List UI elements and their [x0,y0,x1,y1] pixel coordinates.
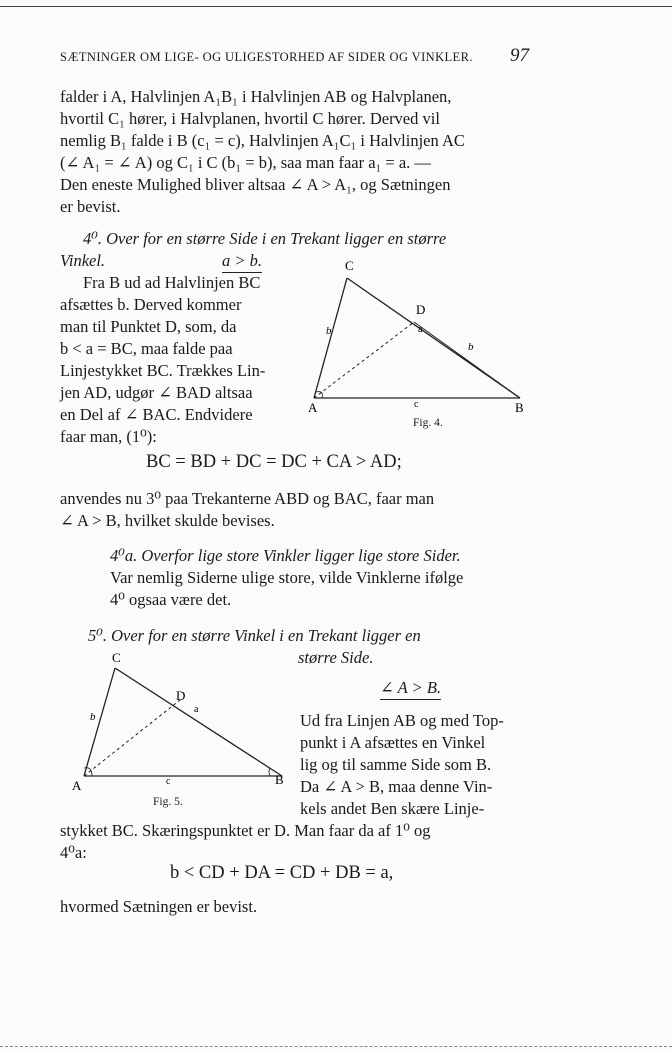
theorem4-after-line-1: anvendes nu 3⁰ paa Trekanterne ABD og BAC, faar man [60,489,435,508]
intro-line-6: er bevist. [60,197,121,216]
fig4-label-c: C [345,258,354,273]
intro-line-1: falder i A, Halvlinjen A₁B₁ i Halvlinjen AB og Halvplanen, [60,87,452,106]
page-number: 97 [510,45,529,66]
theorem5-proof-line-4: Da ∠ A > B, maa denne Vin- [300,777,493,796]
theorem5-full-line-1: stykket BC. Skæringspunktet er D. Man faar da af 1⁰ og [60,821,431,840]
theorem4-equation: BC = BD + DC = DC + CA > AD; [146,452,402,472]
figure-5 [70,648,290,798]
top-rule [0,6,672,7]
theorem4-heading: 4⁰. Over for en større Side i en Trekant ligger en større [83,229,447,248]
theorem4-proof-line-4: b < a = BC, maa falde paa [60,339,233,358]
fig5-label-side-b: b [90,711,96,723]
theorem4-proof-line-6: jen AD, udgør ∠ BAD altsaa [60,383,253,402]
fig5-label-side-a: a [194,704,199,715]
theorem5-conclusion: hvormed Sætningen er bevist. [60,897,258,916]
fig4-angle-a-arc [316,392,322,398]
theorem4-proof-line-2: afsættes b. Derved kommer [60,295,242,314]
theorem4-heading-cont: Vinkel. [60,251,106,270]
theorem5-hypothesis: ∠ A > B. [380,677,441,700]
theorem5-proof-line-5: kels andet Ben skære Linje- [300,799,485,818]
theorem4a-line-2: Var nemlig Siderne ulige store, vilde Vinklerne ifølge [110,568,464,587]
theorem4a-line-3: 4⁰ ogsaa være det. [110,590,232,609]
fig4-label-a: A [308,400,318,415]
theorem4-proof-line-3: man til Punktet D, som, da [60,317,237,336]
theorem5-proof-line-2: punkt i A afsættes en Vinkel [300,733,486,752]
fig4-label-side-b-right: b [468,341,474,353]
theorem4a-line-1: 4⁰a. Overfor lige store Vinkler ligger lige store Sider. [110,546,461,565]
bottom-edge-rule [0,1046,672,1047]
fig4-label-d: D [416,302,426,317]
fig5-side-ca [84,668,115,776]
theorem5-heading-cont: større Side. [298,648,374,667]
fig5-segment-ad [84,700,180,776]
fig5-label-side-c: c [166,776,171,787]
theorem5-equation: b < CD + DA = CD + DB = a, [170,863,394,883]
fig5-label-d: D [176,688,186,703]
theorem4-proof-line-7: en Del af ∠ BAC. Endvidere [60,405,253,424]
figure-5-caption: Fig. 5. [153,796,183,808]
fig5-label-a: A [72,778,82,793]
fig4-segment-db [414,322,520,398]
figure-4 [300,252,540,442]
fig5-label-b: B [275,772,284,787]
theorem4-after-line-2: ∠ A > B, hvilket skulde bevises. [60,511,275,530]
fig4-label-b: B [515,400,524,415]
theorem5-full-line-2: 4⁰a: [60,843,87,862]
theorem4-proof-line-1: Fra B ud ad Halvlinjen BC [83,273,261,292]
theorem5-proof-line-1: Ud fra Linjen AB og med Top- [300,711,504,730]
fig5-label-c: C [112,650,121,665]
theorem5-heading: 5⁰. Over for en større Vinkel i en Trekant ligger en [88,626,421,645]
fig5-side-cb [115,668,282,776]
intro-line-5: Den eneste Mulighed bliver altsaa ∠ A > A₁, og Sætningen [60,175,451,194]
theorem5-proof-line-3: lig og til samme Side som B. [300,755,492,774]
theorem4-hypothesis: a > b. [222,250,262,273]
fig4-label-side-b-left: b [326,325,332,337]
fig4-side-ca [314,278,347,398]
intro-line-3: nemlig B₁ falde i B (c₁ = c), Halvlinjen A₁C₁ i Halvlinjen AC [60,131,465,150]
fig4-label-side-a: a [418,324,423,335]
theorem4-proof-line-5: Linjestykket BC. Trækkes Lin- [60,361,266,380]
intro-line-4: (∠ A₁ = ∠ A) og C₁ i C (b₁ = b), saa man faar a₁ = a. — [60,153,431,172]
theorem4-proof-line-8: faar man, (1⁰): [60,427,157,446]
fig5-angle-b-arc [269,768,270,776]
intro-line-2: hvortil C₁ hører, i Halvplanen, hvortil C hører. Derved vil [60,109,440,128]
running-title: SÆTNINGER OM LIGE- OG ULIGESTORHED AF SIDER OG VINKLER. [60,50,473,64]
fig4-label-side-c: c [414,399,419,410]
figure-4-caption: Fig. 4. [413,417,443,429]
